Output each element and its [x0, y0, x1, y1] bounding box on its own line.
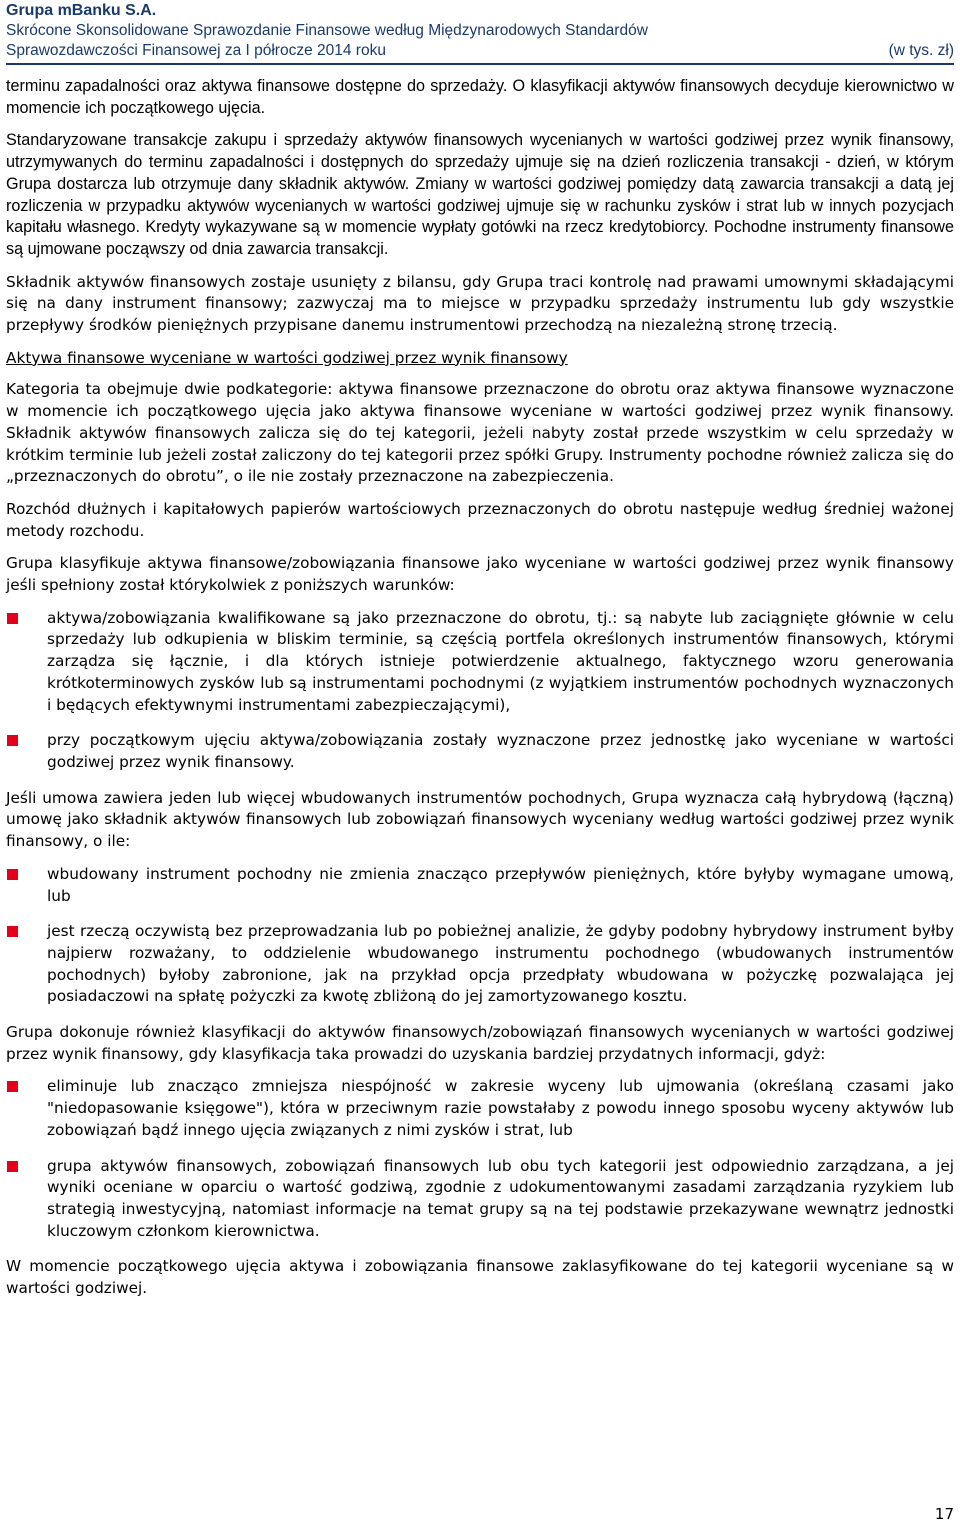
company-name: Grupa mBanku S.A. [6, 2, 157, 19]
list-item-text: eliminuje lub znacząco zmniejsza niespójność w zakresie wyceny lub ujmowania (określaną czasami jako "niedopasowanie księgowe"), która w przeciwnym razie powstałaby z powodu innego sposobu wyceny aktywów lub zobowiązań bądź innego ujęcia związanych z nimi zysków i strat, lub [47, 1077, 954, 1139]
currency-unit: (w tys. zł) [888, 42, 954, 59]
red-square-bullet-icon [7, 869, 18, 880]
report-title-line-1: Skrócone Skonsolidowane Sprawozdanie Finansowe według Międzynarodowych Standardów [6, 22, 648, 39]
paragraph-derecognition: Składnik aktywów finansowych zostaje usunięty z bilansu, gdy Grupa traci kontrolę nad prawami umownymi składającymi się na dany instrument finansowy; zazwyczaj ma to miejsce w przypadku sprzedaży instrumentu lub gdy wszystkie przepływy środków pieniężnych przypisane danemu instrumentowi przechodzą na niezależną stronę trzecią. [6, 272, 954, 335]
red-square-bullet-icon [7, 613, 18, 624]
conditions-list [6, 608, 954, 774]
list-item-text: aktywa/zobowiązania kwalifikowane są jako przeznaczone do obrotu, tj.: są nabyte lub zaciągnięte głównie w celu sprzedaży lub odkupienia w bliskim terminie, są częścią portfela określonych instrumentów finansowych, którymi zarządza się łącznie, i dla których istnieje potwierdzenie aktualnego, faktycznego wzoru generowania krótkoterminowych zysków lub są instrumentami pochodnymi (z wyjątkiem instrumentów pochodnych wyznaczonych i będących efektywnymi instrumentami zabezpieczającymi), [47, 608, 954, 714]
red-square-bullet-icon [7, 926, 18, 937]
report-title-line-2: Sprawozdawczości Finansowej za I półrocze 2014 roku [6, 42, 386, 59]
page-number: 17 [934, 1505, 954, 1523]
page-header [6, 0, 954, 65]
paragraph-additional-classification: Grupa dokonuje również klasyfikacji do aktywów finansowych/zobowiązań finansowych wycenianych w wartości godziwej przez wynik finansowy, gdy klasyfikacja taka prowadzi do uzyskania bardziej przydatnych informacji, gdyż: [6, 1023, 954, 1063]
paragraph-classification-conditions: Grupa klasyfikuje aktywa finansowe/zobowiązania finansowe jako wyceniane w wartości godziwej przez wynik finansowy jeśli spełniony został którykolwiek z poniższych warunków: [6, 554, 954, 595]
list-item [6, 608, 954, 717]
list-item-text: jest rzeczą oczywistą bez przeprowadzania lub po pobieżnej analizie, że gdyby podobny hybrydowy instrument byłby najpierw rozważany, to oddzielenie wbudowanego instrumentu pochodnego (wbudowanych instrumentów pochodnych) byłoby zabronione, jak na przykład opcja przedpłaty wbudowana w pożyczkę pozwalająca jej posiadaczowi na spłatę pożyczki za kwotę zbliżoną do jej zamortyzowanego kosztu. [47, 922, 954, 1006]
red-square-bullet-icon [7, 735, 18, 746]
section-heading: Aktywa finansowe wyceniane w wartości godziwej przez wynik finansowy [6, 348, 568, 367]
paragraph-initial-recognition: W momencie początkowego ujęcia aktywa i zobowiązania finansowe zaklasyfikowane do tej kategorii wyceniane są w wartości godziwej. [6, 1257, 954, 1298]
list-item [6, 730, 954, 773]
list-item-text: przy początkowym ujęciu aktywa/zobowiązania zostały wyznaczone przez jednostkę jako wyceniane w wartości godziwej przez wynik finansowy. [47, 731, 954, 771]
paragraph-embedded-derivatives: Jeśli umowa zawiera jeden lub więcej wbudowanych instrumentów pochodnych, Grupa wyznacza całą hybrydową (łączną) umowę jako składnik aktywów finansowych lub zobowiązań finansowych wyceniany według wartości godziwej przez wynik finansowy, o ile: [6, 788, 954, 851]
list-item-text: wbudowany instrument pochodny nie zmienia znacząco przepływów pieniężnych, które byłyby wymagane umową, lub [47, 864, 954, 905]
red-square-bullet-icon [7, 1081, 18, 1092]
list-item [6, 1156, 954, 1243]
list-item-text: grupa aktywów finansowych, zobowiązań finansowych lub obu tych kategorii jest odpowiednio zarządzana, a jej wyniki oceniane w oparciu o wartość godziwą, zgodnie z udokumentowanymi zasadami zarządzania ryzykiem lub strategią inwestycyjną, natomiast informacje na temat grupy są na tej podstawie przekazywane wewnątrz jednostki kluczowym członkom kierownictwa. [47, 1156, 954, 1240]
document-body [6, 76, 954, 1311]
reasons-list [6, 1076, 954, 1242]
embedded-derivatives-list [6, 864, 954, 1008]
paragraph-standardized-transactions: Standaryzowane transakcje zakupu i sprzedaży aktywów finansowych wycenianych w wartości godziwej przez wynik finansowy, utrzymywanych do terminu zapadalności i dostępnych do sprzedaży ujmuje się na dzień rozliczenia transakcji - dzień, w którym Grupa dostarcza lub otrzymuje dany składnik aktywów. Zmiany w wartości godziwej pomiędzy datą zawarcia transakcji a datą jej rozliczenia w przypadku aktywów wycenianych w wartości godziwej ujmuje się w rachunku zysków i strat lub w innych pozycjach kapitału własnego. Kredyty wykazywane są w momencie wypłaty gotówki na rzecz kredytobiorcy. Pochodne instrumenty finansowe są ujmowane począwszy od dnia zawarcia transakcji. [6, 131, 954, 258]
list-item [6, 921, 954, 1008]
red-square-bullet-icon [7, 1161, 18, 1172]
list-item [6, 1076, 954, 1141]
report-title-row [6, 41, 954, 61]
paragraph-disposal: Rozchód dłużnych i kapitałowych papierów wartościowych przeznaczonych do obrotu następuje według średniej ważonej metody rozchodu. [6, 499, 954, 540]
paragraph-category: Kategoria ta obejmuje dwie podkategorie: aktywa finansowe przeznaczone do obrotu oraz aktywa finansowe wyznaczone w momencie ich początkowego ujęcia jako aktywa finansowe wyceniane w wartości godziwej przez wynik finansowy. Składnik aktywów finansowych zalicza się do tej kategorii, jeżeli nabyty został przede wszystkim w celu sprzedaży w krótkim terminie lub jeżeli został zaliczony do tej kategorii przez spółki Grupy. Instrumenty pochodne również zalicza się do „przeznaczonych do obrotu”, o ile nie zostały przeznaczone na zabezpieczenia. [6, 380, 954, 486]
paragraph-continuation: terminu zapadalności oraz aktywa finansowe dostępne do sprzedaży. O klasyfikacji aktywów finansowych decyduje kierownictwo w momencie ich początkowego ujęcia. [6, 77, 954, 117]
list-item [6, 864, 954, 907]
header-divider [6, 63, 954, 65]
